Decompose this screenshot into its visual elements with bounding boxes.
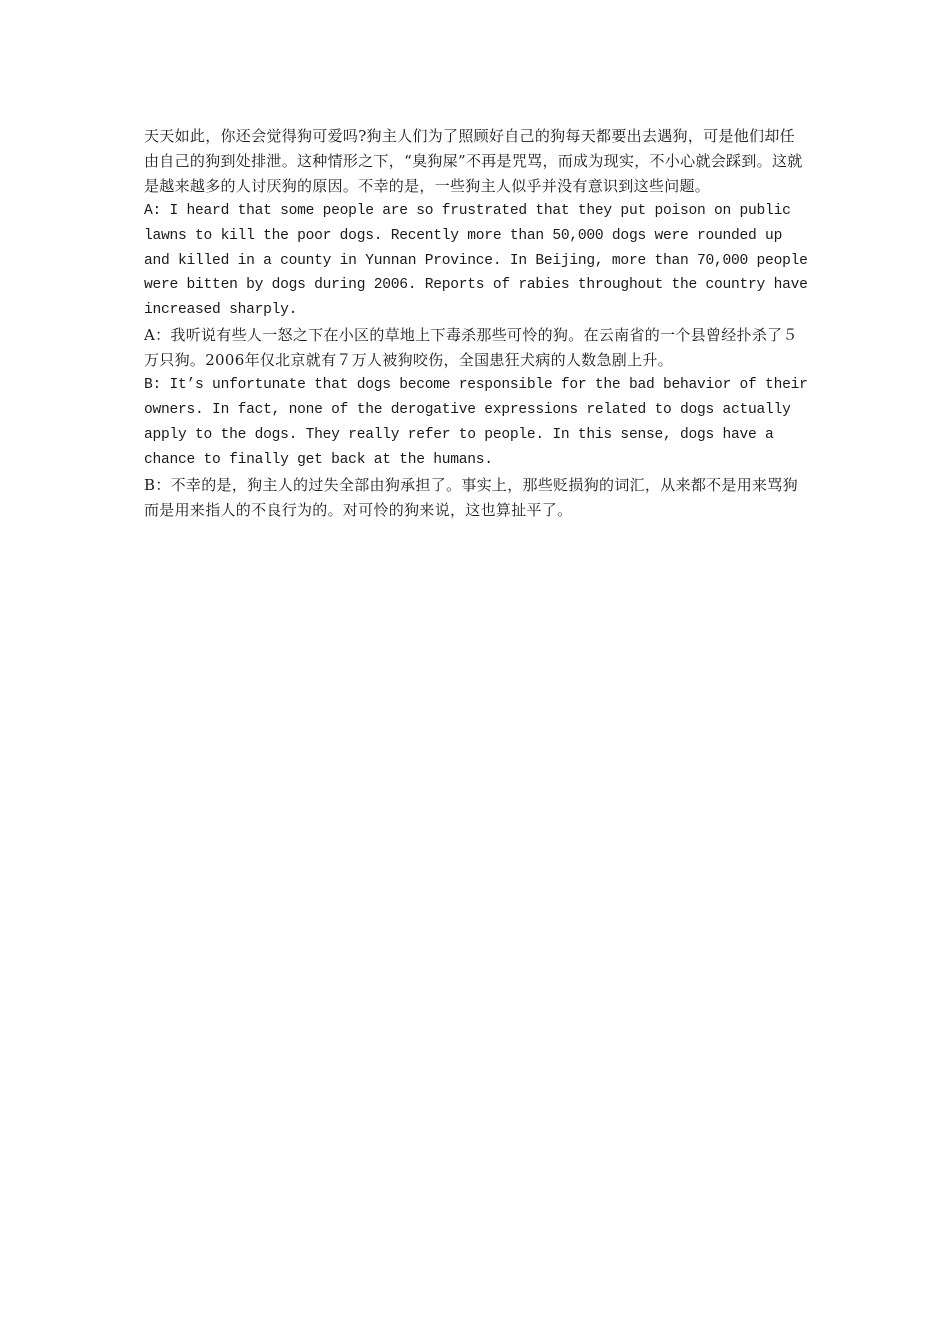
paragraph-b-chinese: B：不幸的是，狗主人的过失全部由狗承担了。事实上，那些贬损狗的词汇，从来都不是用来骂狗而是用来指人的不良行为的。对可怜的狗来说，这也算扯平了。 [144, 475, 798, 519]
paragraph-a-english: A: I heard that some people are so frustrated that they put poison on public lawns to kill the poor dogs. Recently more than 50,000 dogs were rounded up and killed in a county in Yunnan Province. In Beijing, more than 70,000 people were bitten by dogs during 2006. Reports of rabies throughout the country have increased sharply. [144, 202, 808, 319]
paragraph-b-english: B: It’s unfortunate that dogs become responsible for the bad behavior of their owners. In fact, none of the derogative expressions related to dogs actually apply to the dogs. They really refer to people. In this sense, dogs have a chance to finally get back at the humans. [144, 377, 808, 468]
paragraph-a-chinese: A：我听说有些人一怒之下在小区的草地上下毒杀那些可怜的狗。在云南省的一个县曾经扑杀了５万只狗。2006年仅北京就有７万人被狗咬伤，全国患狂犬病的人数急剧上升。 [144, 326, 798, 370]
paragraph-intro-zh: 天天如此，你还会觉得狗可爱吗?狗主人们为了照顾好自己的狗每天都要出去遇狗，可是他们却任由自己的狗到处排泄。这种情形之下，“臭狗屎”不再是咒骂，而成为现实，不小心就会踩到。这就是越来越多的人讨厌狗的原因。不幸的是，一些狗主人似乎并没有意识到这些问题。 [144, 127, 803, 195]
document-body [144, 124, 808, 523]
